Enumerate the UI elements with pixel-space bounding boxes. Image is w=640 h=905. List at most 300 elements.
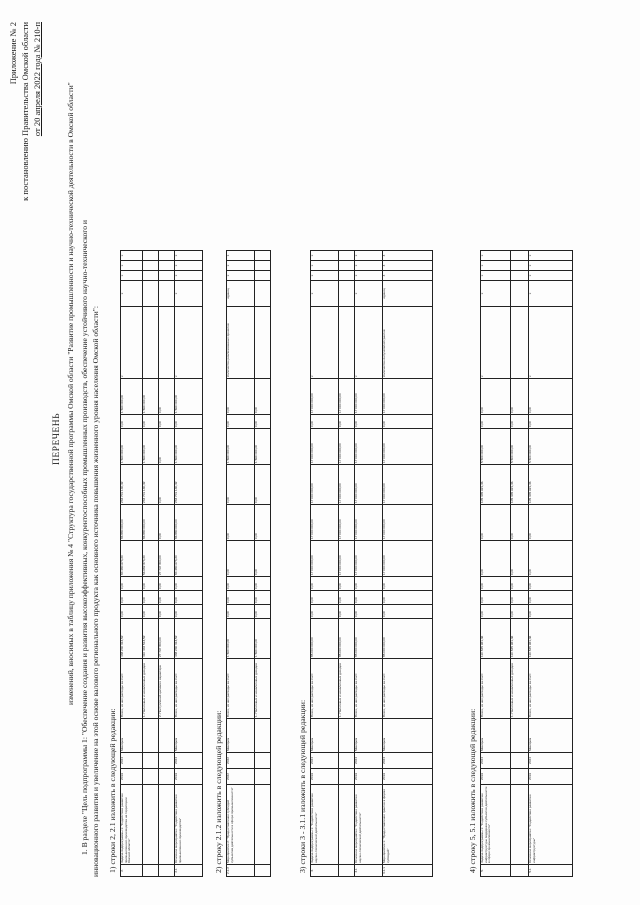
table-cell: х	[227, 271, 255, 281]
table-cell: 0,00	[339, 605, 355, 619]
table-cell: 0,00	[481, 415, 511, 429]
table-cell: 0,00	[227, 577, 255, 591]
table-cell: 17 000 000,00	[311, 429, 339, 465]
table-cell: Всего, из них расходы за счет:	[121, 659, 143, 719]
table-cell: х	[481, 261, 511, 271]
table-cell: 2019	[311, 769, 339, 785]
table-cell: 0,00	[227, 505, 255, 541]
table-cell: Задача подпрограммы 1: "Содействие развитию научно-технической деятельности"	[311, 785, 339, 865]
table-cell: х	[121, 281, 143, 307]
table-cell: 0,00	[511, 577, 529, 591]
table-cell: 2024	[481, 753, 511, 769]
table-cell: х	[311, 307, 339, 379]
table-cell: 0,00	[481, 505, 511, 541]
table-cell: х	[481, 251, 511, 261]
table-cell: х	[529, 251, 573, 261]
table-cell	[159, 719, 175, 753]
appendix-number: Приложение № 2	[8, 22, 18, 85]
table-cell: Основное мероприятие: "Содействие развитию научно-технической деятельности"	[355, 785, 383, 865]
table-cell	[339, 769, 355, 785]
table-row	[121, 251, 143, 877]
table-cell: 0,00	[255, 541, 271, 577]
table-cell	[143, 281, 159, 307]
table-cell: 0,00	[383, 605, 433, 619]
table-cell: 0,00	[311, 577, 339, 591]
table-cell: х	[175, 251, 203, 261]
table-cell: 0,00	[175, 591, 203, 605]
table-cell	[143, 865, 159, 877]
table-cell	[511, 785, 529, 865]
table-row	[481, 251, 511, 877]
table-row	[227, 251, 255, 877]
table-cell: 2024	[311, 753, 339, 769]
table-cell: 2.1	[175, 865, 203, 877]
table-cell: Всего, из них расходы за счет:	[227, 659, 255, 719]
table-cell	[159, 865, 175, 877]
table-cell: 2.1.2	[227, 865, 255, 877]
table-cell: 0,00	[255, 505, 271, 541]
table-cell	[339, 753, 355, 769]
table-cell: 17 000 000,00	[311, 505, 339, 541]
table-cell	[159, 271, 175, 281]
table-cell	[159, 251, 175, 261]
table-cell: 0,00	[481, 591, 511, 605]
table-row	[339, 251, 355, 877]
table-cell: 110 845 921,36	[481, 619, 511, 659]
table-cell: 0,00	[481, 605, 511, 619]
table-cell: 0,00	[511, 541, 529, 577]
table-cell: 0,00	[383, 577, 433, 591]
table-cell: 0,00	[529, 577, 573, 591]
table-cell	[143, 753, 159, 769]
table-cell	[159, 307, 175, 379]
table-cell: х	[529, 281, 573, 307]
table-cell: х	[311, 281, 339, 307]
table-cell: х	[311, 261, 339, 271]
table-row	[159, 251, 175, 877]
table-cell: 0,00	[175, 605, 203, 619]
table-cell: х	[121, 307, 143, 379]
table-cell: 0,00	[159, 429, 175, 465]
table-cell: 5 500 000,00	[481, 429, 511, 465]
table-cell: Минпром	[529, 719, 573, 753]
table-cell: 1	[227, 251, 255, 261]
table-cell: х	[355, 251, 383, 261]
table-row	[255, 251, 271, 877]
table-cell: х	[121, 271, 143, 281]
table-cell	[255, 281, 271, 307]
table-cell: х	[529, 307, 573, 379]
table-cell: Всего, из них расходы за счет:	[481, 659, 511, 719]
table-cell: Основное мероприятие: "Содействие развитию инфраструктуры"	[529, 785, 573, 865]
table-cell: 2019	[481, 769, 511, 785]
table-cell: 0,00	[227, 415, 255, 429]
table-cell: 0,00	[121, 591, 143, 605]
table-cell: 85 000 000,00	[383, 619, 433, 659]
table-cell: 0,00	[511, 605, 529, 619]
table-cell	[159, 753, 175, 769]
document-subtitle: изменений, вносимых в таблицу приложения № 4 "Структура государственной программы Омской области "Развитие промышленности и научно-технической деятельности в Омской области"	[66, 82, 75, 705]
table-cell: 0,00	[355, 577, 383, 591]
table-cell: 438 240 313,52	[121, 619, 143, 659]
table-cell: 17 000 000,00	[355, 429, 383, 465]
table-cell	[339, 271, 355, 281]
table-cell	[143, 271, 159, 281]
table-cell	[143, 251, 159, 261]
table-cell: 85 000 000,00	[311, 619, 339, 659]
table-cell: 3.1.1	[383, 865, 433, 877]
table-cell: 110 845 921,36	[529, 619, 573, 659]
table-cell: 17 000 000,00	[339, 429, 355, 465]
table-cell: 105 345 921,36	[529, 465, 573, 505]
table-cell: 0,00	[121, 577, 143, 591]
table-cell: 0,00	[227, 465, 255, 505]
table-cell: 17 000 000,00	[355, 505, 383, 541]
table-cell: 0,00	[227, 541, 255, 577]
table-cell: Мероприятие 1: "Предоставление грантов в форме субсидий"	[383, 785, 433, 865]
table-cell: Задача подпрограммы 1: "Содействие развитию промышленного производства на территории Омской области"	[121, 785, 143, 865]
table-cell: Мероприятие 2: "Предоставление субсидий субъектам деятельности в сфере промышленности"	[227, 785, 255, 865]
table-cell: 1 560 000,00	[255, 619, 271, 659]
table-row	[143, 251, 159, 877]
table-cell: 0,00	[511, 505, 529, 541]
table-cell	[255, 719, 271, 753]
table-cell: 233 701 140,32	[121, 465, 143, 505]
table-cell	[511, 753, 529, 769]
table-cell: х	[481, 307, 511, 379]
table-cell: 1. Налоговых и неналоговых доходов	[255, 659, 271, 719]
table-cell: 0,00	[511, 591, 529, 605]
table-cell: 0,00	[383, 591, 433, 605]
table-cell	[255, 785, 271, 865]
table-cell: 0,00	[511, 415, 529, 429]
table-cell: 233 701 140,32	[143, 465, 159, 505]
table-cell: 2022	[227, 753, 255, 769]
appendix-decree: к постановлению Правительства Омской области	[20, 22, 30, 201]
table-cell: х	[529, 261, 573, 271]
table-cell	[339, 261, 355, 271]
table-cell: Минпром	[227, 719, 255, 753]
table-cell: 17 000 000,00	[383, 465, 433, 505]
table-cell	[159, 785, 175, 865]
table-cell: 0,00	[529, 415, 573, 429]
table-cell	[511, 251, 529, 261]
table-cell: 17 000 000,00	[339, 541, 355, 577]
table-cell: Минпром	[383, 719, 433, 753]
table-cell: х	[121, 251, 143, 261]
table-cell: 2019	[383, 769, 433, 785]
table-cell: 17 000 000,00	[383, 505, 433, 541]
table-cell: Всего, из них расходы за счет:	[529, 659, 573, 719]
table-cell: 17 000 000,00	[383, 429, 433, 465]
table-cell: 5.1	[529, 865, 573, 877]
table-cell: 17 000 000,00	[311, 465, 339, 505]
table-cell	[255, 271, 271, 281]
table-cell: 0,00	[159, 577, 175, 591]
table-cell: Минпром	[355, 719, 383, 753]
table-cell	[511, 281, 529, 307]
table-cell: 0,00	[339, 415, 355, 429]
table-cell: 2024	[121, 753, 143, 769]
table-cell	[339, 865, 355, 877]
table-cell: 17 000 000,00	[339, 379, 355, 415]
table-cell: 0,00	[255, 415, 271, 429]
table-cell: 1 560 000,00	[121, 379, 143, 415]
table-cell: х	[311, 271, 339, 281]
table-cell: 2022	[227, 769, 255, 785]
table-cell: 84 480 673,20	[121, 541, 143, 577]
table-cell: 85 000 000,00	[339, 619, 355, 659]
table-cell: 2019	[529, 769, 573, 785]
table-cell: 438 240 313,52	[175, 619, 203, 659]
table-cell: 0,00	[339, 591, 355, 605]
section-label: 2) строку 2.1.2 изложить в следующей редакции:	[214, 710, 223, 873]
table-cell	[339, 251, 355, 261]
table-cell: Количество реализованных проектов	[227, 307, 255, 379]
table-cell: 2019	[175, 769, 203, 785]
table-cell: х	[529, 271, 573, 281]
table-cell: 1 560 000,00	[255, 429, 271, 465]
table-cell	[339, 307, 355, 379]
table-cell: 17 000 000,00	[355, 541, 383, 577]
table-cell: 1 560 000,00	[175, 429, 203, 465]
table-cell: 2019	[355, 769, 383, 785]
table-cell: Всего, из них расходы за счет:	[311, 659, 339, 719]
table-cell: Минпром	[311, 719, 339, 753]
table-cell: 0,00	[529, 541, 573, 577]
table-cell: 0,00	[255, 605, 271, 619]
table-row	[529, 251, 573, 877]
table-cell: Минпром	[481, 719, 511, 753]
table-cell: 0,00	[355, 591, 383, 605]
table-cell: 0,00	[143, 415, 159, 429]
table-cell: 1 560 000,00	[121, 429, 143, 465]
table-cell: 0,00	[121, 415, 143, 429]
table-cell: 410 442 513,52	[143, 619, 159, 659]
table-row	[175, 251, 203, 877]
table-cell: 0,00	[311, 415, 339, 429]
table-cell: 17 000 000,00	[339, 465, 355, 505]
table-cell: 0,00	[121, 605, 143, 619]
table-cell: 0,00	[143, 591, 159, 605]
table-cell: 4	[383, 261, 433, 271]
table-cell: 17 000 000,00	[383, 541, 433, 577]
table-cell: 0,00	[159, 379, 175, 415]
table-cell	[255, 769, 271, 785]
table-cell: 0,00	[159, 591, 175, 605]
table-cell: 0,00	[159, 505, 175, 541]
table-cell: 0,00	[159, 605, 175, 619]
table-cell	[143, 261, 159, 271]
table-cell: 3.1	[355, 865, 383, 877]
table-cell: 0,00	[311, 605, 339, 619]
table-row	[355, 251, 383, 877]
table-cell	[255, 865, 271, 877]
table-cell: 17 000 000,00	[355, 465, 383, 505]
table-cell: 1 560 000,00	[227, 619, 255, 659]
table-cell: х	[227, 261, 255, 271]
table-cell: 17 000 000,00	[311, 541, 339, 577]
table-cell	[339, 719, 355, 753]
table-cell: 0,00	[355, 605, 383, 619]
table-cell: 5.	[481, 865, 511, 877]
table-cell: 0,00	[227, 605, 255, 619]
table-cell	[143, 785, 159, 865]
table-cell: 2.	[121, 865, 143, 877]
table-cell: х	[355, 307, 383, 379]
table-cell: 0,00	[227, 591, 255, 605]
table-cell: 105 345 921,36	[511, 465, 529, 505]
table-cell	[339, 281, 355, 307]
table-cell: 0,00	[175, 415, 203, 429]
table-cell: Задача подпрограммы 1: "Содействие развитию инфраструктуры поддержки субъектов деятельности в сфере промышленности"	[481, 785, 511, 865]
table-cell	[511, 307, 529, 379]
table-cell: 105 345 921,36	[481, 465, 511, 505]
table-cell: 0,00	[311, 591, 339, 605]
table-cell: 0,00	[529, 379, 573, 415]
table-cell: единиц	[383, 281, 433, 307]
table-cell	[511, 719, 529, 753]
table-cell: 17 000 000,00	[383, 379, 433, 415]
section-label: 4) строку 5, 5.1 изложить в следующей редакции:	[468, 708, 477, 873]
table-cell: х	[355, 271, 383, 281]
table-cell: 1. Налоговых и неналоговых доходов	[143, 659, 159, 719]
table-cell: 1 560 000,00	[227, 429, 255, 465]
table-cell: х	[175, 281, 203, 307]
table-cell	[255, 753, 271, 769]
table-cell: 0,00	[529, 505, 573, 541]
table-cell	[143, 769, 159, 785]
table-cell: 0,00	[159, 465, 175, 505]
table-cell	[255, 261, 271, 271]
table-cell	[339, 785, 355, 865]
table-cell: Минпром	[175, 719, 203, 753]
table-cell: х	[355, 281, 383, 307]
table-cell: Всего, из них расходы за счет:	[355, 659, 383, 719]
changes-table	[310, 250, 433, 877]
table-row	[311, 251, 339, 877]
table-cell: 110 845 921,36	[511, 619, 529, 659]
table-cell: 0,00	[255, 577, 271, 591]
table-cell	[511, 769, 529, 785]
table-cell: 0,00	[529, 591, 573, 605]
table-cell: 86 880 000,00	[121, 505, 143, 541]
table-cell: 1. Налоговых и неналоговых доходов	[339, 659, 355, 719]
table-cell: 0,00	[383, 415, 433, 429]
table-cell	[511, 271, 529, 281]
table-cell: Всего, из них расходы за счет:	[383, 659, 433, 719]
table-cell: 0,00	[481, 541, 511, 577]
appendix-date: от 20 апреля 2022 года № 210-п	[32, 22, 42, 137]
table-cell: 86 880 000,00	[175, 505, 203, 541]
table-cell: 5 500 000,00	[529, 429, 573, 465]
table-cell: х	[311, 251, 339, 261]
table-cell: 0,00	[159, 415, 175, 429]
table-cell	[255, 307, 271, 379]
table-cell: Минпром	[121, 719, 143, 753]
table-cell: х	[121, 261, 143, 271]
table-cell: 3.	[311, 865, 339, 877]
table-cell: 2024	[529, 753, 573, 769]
table-cell: 5 500 000,00	[511, 429, 529, 465]
document-title: ПЕРЕЧЕНЬ	[52, 412, 62, 465]
table-cell: единиц	[227, 281, 255, 307]
table-cell: 0,00	[511, 379, 529, 415]
table-cell	[159, 261, 175, 271]
table-cell	[255, 251, 271, 261]
table-cell: 1. Налоговых и неналоговых доходов	[511, 659, 529, 719]
table-cell: Количество получателей грантов	[383, 307, 433, 379]
changes-table	[480, 250, 573, 877]
table-cell: 85 000 000,00	[355, 619, 383, 659]
table-cell: 2024	[383, 753, 433, 769]
table-cell: х	[481, 281, 511, 307]
table-cell	[143, 719, 159, 753]
table-cell: 56 682 873,20	[143, 541, 159, 577]
table-cell: 0,00	[143, 577, 159, 591]
changes-table	[226, 250, 271, 877]
table-cell	[511, 261, 529, 271]
table-cell: 27 797 800,00	[159, 619, 175, 659]
table-cell: 27 797 800,00	[159, 541, 175, 577]
table-cell: 4	[383, 251, 433, 261]
table-cell: 2019	[121, 769, 143, 785]
table-cell: 0,00	[175, 577, 203, 591]
table-cell: 233 701 140,32	[175, 465, 203, 505]
change-item-1: 1. В разделе "Цель подпрограммы 1: "Обеспечение создания и развития высокоэффективных, конкурентоспособных промышленных производств, обеспечение устойчивого научно-технического и	[80, 220, 89, 855]
table-cell: Основное мероприятие: "Содействие развитию промышленного производства"	[175, 785, 203, 865]
table-cell: х	[481, 271, 511, 281]
table-row	[511, 251, 529, 877]
section-label: 3) строки 3 - 3.1.1 изложить в следующей редакции:	[298, 699, 307, 873]
table-cell: 2024	[175, 753, 203, 769]
table-cell	[159, 769, 175, 785]
table-cell: 0,00	[481, 577, 511, 591]
table-cell: 4	[383, 271, 433, 281]
table-cell: 0,00	[339, 577, 355, 591]
table-cell: 0,00	[255, 465, 271, 505]
table-cell: 0,00	[355, 415, 383, 429]
table-cell: 0,00	[227, 379, 255, 415]
table-cell: 0,00	[255, 591, 271, 605]
table-cell: 17 000 000,00	[311, 379, 339, 415]
table-cell: 17 000 000,00	[355, 379, 383, 415]
changes-table	[120, 250, 203, 877]
table-cell: 86 880 000,00	[143, 505, 159, 541]
table-cell: х	[175, 271, 203, 281]
table-cell: 2024	[355, 753, 383, 769]
table-cell: 0,00	[529, 605, 573, 619]
table-cell	[143, 307, 159, 379]
table-cell: х	[175, 261, 203, 271]
change-item-1-cont: инновационного развития и увеличение на этой основе валового регионального продукта как основного источника повышения жизненного уровня населения Омской области":	[91, 306, 100, 877]
table-cell	[159, 281, 175, 307]
table-cell: 17 000 000,00	[339, 505, 355, 541]
table-cell: 1 560 000,00	[143, 379, 159, 415]
table-cell: 2. Поступлений целевого характера	[159, 659, 175, 719]
table-cell: 0,00	[255, 379, 271, 415]
table-cell: 1 560 000,00	[143, 429, 159, 465]
table-cell: 0,00	[143, 605, 159, 619]
table-cell: 1 560 000,00	[175, 379, 203, 415]
table-row	[383, 251, 433, 877]
table-cell	[511, 865, 529, 877]
table-cell: х	[355, 261, 383, 271]
table-cell: х	[175, 307, 203, 379]
table-cell: 0,00	[481, 379, 511, 415]
table-cell: Всего, из них расходы за счет:	[175, 659, 203, 719]
section-label: 1) строки 2, 2.1 изложить в следующей редакции:	[108, 708, 117, 873]
